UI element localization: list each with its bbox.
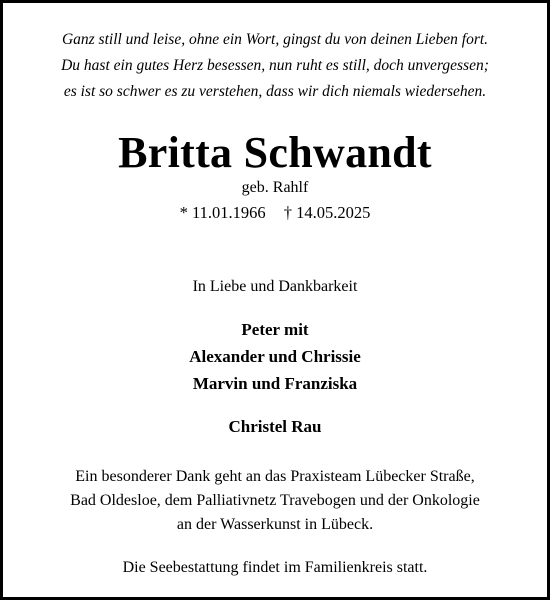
other-mourner: Christel Rau (228, 417, 322, 436)
burial-note: Die Seebestattung findet im Familienkreis statt. (122, 559, 428, 576)
deceased-name: Britta Schwandt (118, 128, 432, 177)
birth-date: * 11.01.1966 (179, 203, 266, 222)
mourners-intro: In Liebe und Dankbarkeit (192, 278, 358, 295)
family-line: Peter mit (241, 320, 309, 339)
family-names (3, 316, 547, 397)
poem (3, 27, 547, 105)
thanks-line: Bad Oldesloe, dem Palliativnetz Travebogen und der Onkologie (70, 492, 480, 509)
poem-line: Ganz still und leise, ohne ein Wort, gingst du von deinen Lieben fort. (61, 31, 489, 48)
death-date: † 14.05.2025 (283, 203, 371, 222)
thanks-text (3, 465, 547, 537)
poem-line: Du hast ein gutes Herz besessen, nun ruht es still, doch unvergessen; (61, 57, 489, 74)
thanks-line: Ein besonderer Dank geht an das Praxisteam Lübecker Straße, (75, 468, 475, 485)
family-line: Alexander und Chrissie (189, 347, 361, 366)
poem-line: es ist so schwer es zu verstehen, dass wir dich niemals wiedersehen. (63, 83, 487, 100)
family-line: Marvin und Franziska (192, 374, 358, 393)
thanks-line: an der Wasserkunst in Lübeck. (176, 516, 374, 533)
born-name: geb. Rahlf (241, 179, 309, 196)
life-dates (3, 201, 547, 225)
